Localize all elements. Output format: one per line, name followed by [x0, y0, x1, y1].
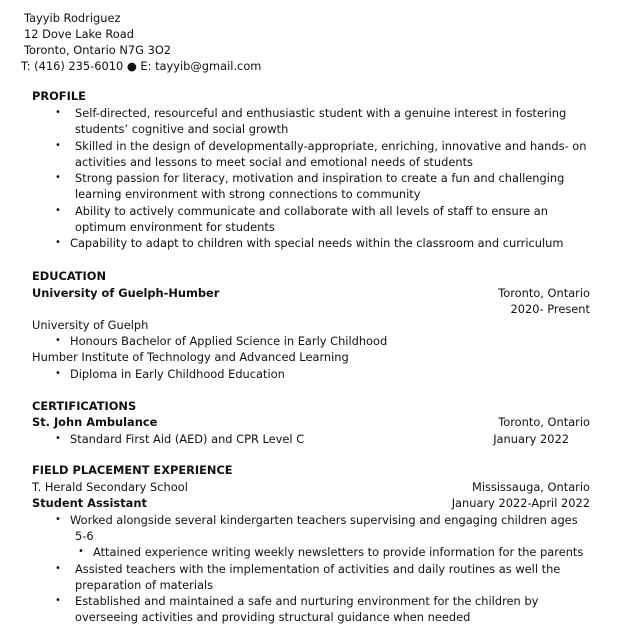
certifications-date-row: [32, 431, 569, 447]
education-school-name: University of Guelph-Humber: [32, 286, 220, 300]
education-university-1: University of Guelph: [32, 318, 149, 332]
certifications-date: January 2022: [493, 432, 569, 446]
field-item-2-line-2: preparation of materials: [75, 578, 214, 592]
bullet-icon: •: [55, 107, 61, 118]
bullet-icon: •: [55, 237, 61, 248]
bullet-icon: •: [55, 368, 61, 379]
field-dates: January 2022-April 2022: [451, 496, 590, 510]
profile-item-5-line-1: Capability to adapt to children with special needs within the classroom and curriculum: [70, 236, 564, 250]
bullet-icon: •: [55, 172, 61, 183]
field-heading: FIELD PLACEMENT EXPERIENCE: [32, 463, 233, 477]
bullet-icon: •: [55, 140, 61, 151]
field-item-1-line-1: Worked alongside several kindergarten teachers supervising and engaging children ages: [70, 513, 578, 527]
certifications-item: Standard First Aid (AED) and CPR Level C: [70, 432, 305, 446]
certifications-heading: CERTIFICATIONS: [32, 399, 137, 413]
bullet-icon: •: [55, 205, 61, 216]
profile-item-3-line-2: learning environment with strong connections to community: [75, 187, 421, 201]
bullet-icon: •: [55, 563, 61, 574]
profile-item-2-line-1: Skilled in the design of developmentally-appropriate, enriching, innovative and hands- on: [75, 139, 587, 153]
field-school: T. Herald Secondary School: [32, 480, 188, 494]
profile-item-1-line-1: Self-directed, resourceful and enthusiastic student with a genuine interest in fostering: [75, 106, 567, 120]
education-diploma: Diploma in Early Childhood Education: [70, 367, 285, 381]
contact-phone-email: T: (416) 235-6010 ● E: tayyib@gmail.com: [21, 59, 262, 73]
field-role: Student Assistant: [32, 496, 147, 510]
bullet-icon: •: [55, 514, 61, 525]
certifications-org-row: [32, 414, 590, 430]
field-item-3-line-1: Established and maintained a safe and nurturing environment for the children by: [75, 594, 539, 608]
field-location: Mississauga, Ontario: [472, 480, 590, 494]
bullet-icon: •: [55, 433, 61, 444]
profile-item-4-line-2: optimum environment for students: [75, 220, 275, 234]
field-item-3-line-2: overseeing activities and providing structural guidance when needed: [75, 610, 471, 624]
contact-address-line-1: 12 Dove Lake Road: [24, 27, 134, 41]
education-dates-row: [32, 301, 590, 317]
education-location: Toronto, Ontario: [498, 286, 590, 300]
profile-item-3-line-1: Strong passion for literacy, motivation and inspiration to create a fun and challenging: [75, 171, 565, 185]
bullet-icon: •: [55, 595, 61, 606]
profile-item-1-line-2: students’ cognitive and social growth: [75, 122, 289, 136]
field-sub-item: Attained experience writing weekly newsletters to provide information for the parents: [93, 545, 584, 559]
profile-heading: PROFILE: [32, 89, 86, 103]
contact-address-line-2: Toronto, Ontario N7G 3O2: [24, 43, 172, 57]
education-dates: 2020- Present: [510, 302, 590, 316]
education-school-row: [32, 285, 590, 301]
profile-item-4-line-1: Ability to actively communicate and collaborate with all levels of staff to ensure an: [75, 204, 548, 218]
education-degree: Honours Bachelor of Applied Science in Early Childhood: [70, 334, 388, 348]
field-role-row: [32, 495, 590, 511]
bullet-icon: •: [78, 546, 84, 557]
certifications-org: St. John Ambulance: [32, 415, 158, 429]
education-university-2: Humber Institute of Technology and Advanced Learning: [32, 350, 349, 364]
field-item-1-line-2: 5-6: [75, 529, 94, 543]
profile-item-2-line-2: activities and lessons to meet social and emotional needs of students: [75, 155, 473, 169]
field-item-2-line-1: Assisted teachers with the implementation of activities and daily routines as well the: [75, 562, 561, 576]
contact-block: [21, 10, 262, 74]
certifications-location: Toronto, Ontario: [498, 415, 590, 429]
bullet-icon: •: [55, 335, 61, 346]
education-heading: EDUCATION: [32, 269, 106, 283]
contact-name: Tayyib Rodriguez: [24, 11, 121, 25]
field-school-row: [32, 479, 590, 495]
